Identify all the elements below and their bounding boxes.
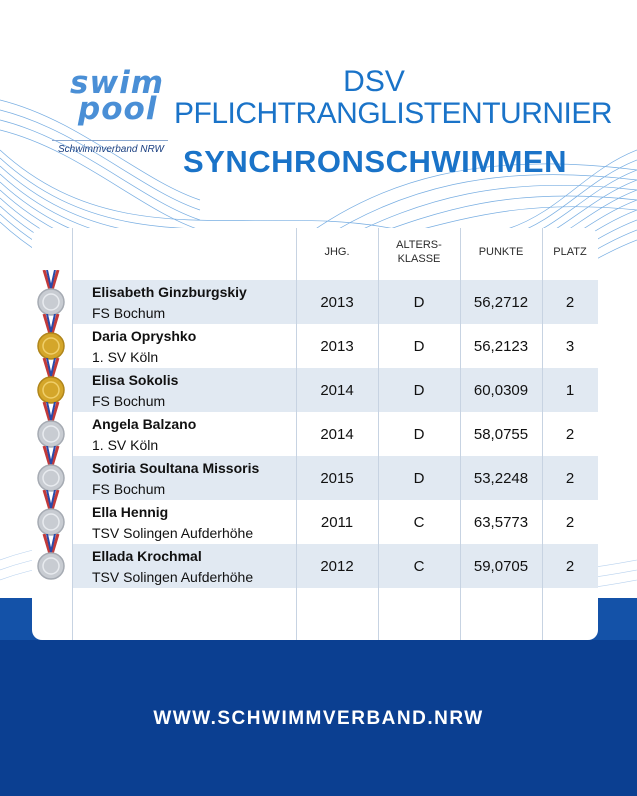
klasse-cell: D <box>413 337 425 355</box>
platz-cell: 2 <box>565 425 575 443</box>
punkte-cell: 53,2248 <box>473 469 529 487</box>
column-divider <box>460 228 461 640</box>
jhg-cell: 2013 <box>320 293 354 311</box>
athlete-club: TSV Solingen Aufderhöhe <box>92 525 254 541</box>
silver-medal-icon <box>36 534 66 582</box>
klasse-cell: D <box>413 425 425 443</box>
jhg-cell: 2014 <box>320 381 354 399</box>
athlete-name: Elisabeth Ginzburgskiy <box>92 284 247 300</box>
column-divider <box>378 228 379 640</box>
punkte-cell: 56,2712 <box>473 293 529 311</box>
klasse-cell: C <box>413 513 425 531</box>
jhg-cell: 2015 <box>320 469 354 487</box>
logo-swim-text: swim <box>70 65 165 101</box>
klasse-cell: D <box>413 469 425 487</box>
athlete-club: 1. SV Köln <box>92 349 159 365</box>
platz-cell: 2 <box>565 513 575 531</box>
platz-cell: 2 <box>565 469 575 487</box>
punkte-cell: 59,0705 <box>473 557 529 575</box>
header-platz: PLATZ <box>553 246 587 258</box>
table-row <box>72 324 598 368</box>
athlete-name: Daria Opryshko <box>92 328 197 344</box>
klasse-cell: D <box>413 381 425 399</box>
punkte-cell: 63,5773 <box>473 513 529 531</box>
silver-medal-icon <box>36 270 66 318</box>
athlete-club: FS Bochum <box>92 393 166 409</box>
title-line-1: DSV <box>343 65 405 98</box>
jhg-cell: 2011 <box>320 513 354 531</box>
athlete-name: Ellada Krochmal <box>92 548 202 564</box>
athlete-club: 1. SV Köln <box>92 437 159 453</box>
title-line-2: PFLICHTRANGLISTENTURNIER <box>174 97 613 130</box>
logo-org-text: Schwimmverband NRW <box>58 144 164 155</box>
table-row <box>72 368 598 412</box>
athlete-name: Angela Balzano <box>92 416 197 432</box>
table-row <box>72 412 598 456</box>
title-line-3: SYNCHRONSCHWIMMEN <box>183 144 567 179</box>
punkte-cell: 58,0755 <box>473 425 529 443</box>
results-table <box>32 228 598 640</box>
swimpool-logo <box>52 66 172 166</box>
header-alters-line2: KLASSE <box>397 253 441 265</box>
logo-divider <box>52 140 168 141</box>
table-row <box>72 544 598 588</box>
logo-pool-text: pool <box>78 91 158 127</box>
silver-medal-icon <box>36 490 66 538</box>
column-divider <box>542 228 543 640</box>
gold-medal-icon <box>36 314 66 362</box>
athlete-club: FS Bochum <box>92 305 166 321</box>
jhg-cell: 2014 <box>320 425 354 443</box>
table-row <box>72 456 598 500</box>
jhg-cell: 2013 <box>320 337 354 355</box>
athlete-name: Sotiria Soultana Missoris <box>92 460 260 476</box>
punkte-cell: 56,2123 <box>473 337 529 355</box>
punkte-cell: 60,0309 <box>473 381 529 399</box>
table-row <box>72 500 598 544</box>
column-divider <box>296 228 297 640</box>
jhg-cell: 2012 <box>320 557 354 575</box>
athlete-club: FS Bochum <box>92 481 166 497</box>
platz-cell: 3 <box>565 337 575 355</box>
column-divider <box>72 228 73 640</box>
website-url: WWW.SCHWIMMVERBAND.NRW <box>153 708 484 729</box>
platz-cell: 2 <box>565 293 575 311</box>
header-altersklasse <box>378 228 460 276</box>
klasse-cell: D <box>413 293 425 311</box>
header-jhg: JHG. <box>324 246 350 258</box>
athlete-name: Ella Hennig <box>92 504 169 520</box>
athlete-name: Elisa Sokolis <box>92 372 179 388</box>
athlete-club: TSV Solingen Aufderhöhe <box>92 569 254 585</box>
platz-cell: 1 <box>565 381 575 399</box>
table-row <box>72 280 598 324</box>
silver-medal-icon <box>36 446 66 494</box>
gold-medal-icon <box>36 358 66 406</box>
header-alters-line1: ALTERS- <box>396 239 442 251</box>
klasse-cell: C <box>413 557 425 575</box>
silver-medal-icon <box>36 402 66 450</box>
platz-cell: 2 <box>565 557 575 575</box>
header-punkte: PUNKTE <box>478 246 524 258</box>
